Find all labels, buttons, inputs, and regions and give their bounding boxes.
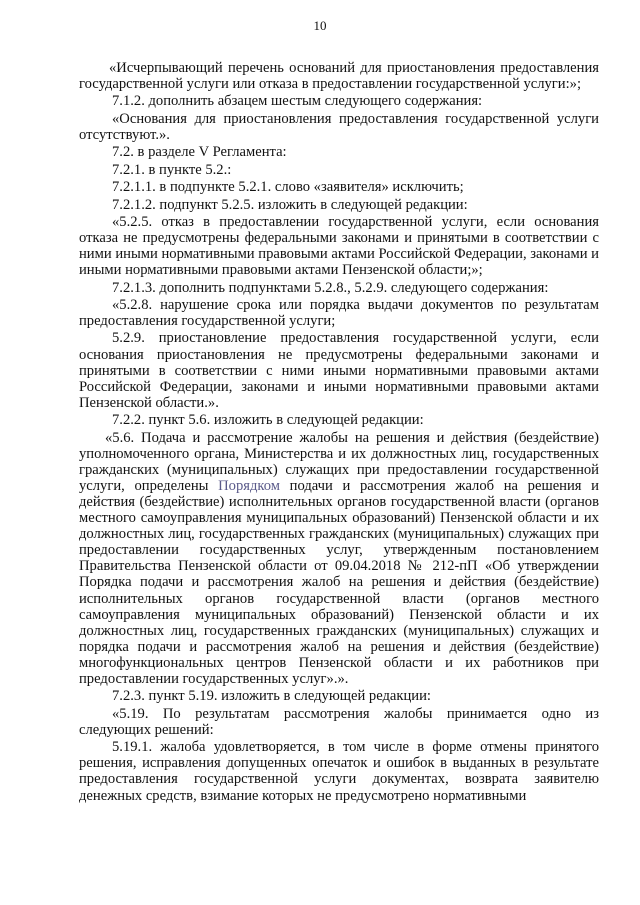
paragraph: 7.2. в разделе V Регламента:	[112, 144, 287, 161]
procedure-link[interactable]: Порядком	[218, 477, 280, 494]
paragraph: «Основания для приостановления предоставления государственной услуги отсутствуют.».	[79, 110, 599, 143]
paragraph-text: подачи и рассмотрения жалоб на решения и действия (бездействие) исполнительных органов государственной власти (органов местного самоуправления муниципальных образований) Пензенской области и их должностных лиц, государственных гражданских (муниципальных) служащих при предоставлении государственных услуг, утвержденным постановлением Правительства Пензенской области от 09.04.2018 № 212-пП «Об утверждении Порядка подачи и рассмотрения жалоб на решения и действия (бездействие) исполнительных органов государственной власти (органов местного самоуправления муниципальных образований) Пензенской области и их должностных лиц, государственных гражданских (муниципальных) служащих и порядка подачи и рассмотрения жалоб на решения и действия (бездействие) многофункциональных центров Пензенской области и их работников при предоставлении государственных услуг».».	[79, 477, 599, 688]
paragraph: 7.1.2. дополнить абзацем шестым следующего содержания:	[112, 93, 483, 110]
paragraph: 5.19.1. жалоба удовлетворяется, в том числе в форме отмены принятого решения, исправления допущенных опечаток и ошибок в выданных в результате предоставления государственной услуги документах, возврата заявителю денежных средств, взимание которых не предусмотрено нормативными	[79, 739, 599, 804]
page-number: 10	[313, 18, 327, 33]
paragraph: «5.19. По результатам рассмотрения жалобы принимается одно из следующих решений:	[79, 705, 599, 738]
paragraph: «Исчерпывающий перечень оснований для приостановления предоставления государственной услуги или отказа в предоставлении государственной услуги:»;	[79, 60, 599, 93]
paragraph: 7.2.1.1. в подпункте 5.2.1. слово «заявителя» исключить;	[112, 179, 464, 196]
paragraph: 7.2.2. пункт 5.6. изложить в следующей редакции:	[112, 412, 424, 429]
paragraph: 7.2.1.3. дополнить подпунктами 5.2.8., 5.2.9. следующего содержания:	[112, 279, 549, 296]
paragraph-5-6	[79, 430, 599, 688]
paragraph-text: «5.6. Подача и рассмотрение жалобы на решения и действия (бездействие) уполномоченного органа, Министерства и их должностных лиц, государственных гражданских (муниципальных) служащих при предоставлении государственной услуги, определены	[79, 429, 599, 494]
paragraph: 7.2.3. пункт 5.19. изложить в следующей редакции:	[112, 688, 431, 705]
paragraph: 7.2.1. в пункте 5.2.:	[112, 161, 232, 178]
paragraph: 7.2.1.2. подпункт 5.2.5. изложить в следующей редакции:	[112, 196, 468, 213]
paragraph: 5.2.9. приостановление предоставления государственной услуги, если основания приостановления не предусмотрены федеральными законами и принятыми в соответствии с ними иными нормативными правовыми актами Российской Федерации, законами и иными нормативными правовыми актами Пензенской области.».	[79, 330, 599, 411]
document-body	[79, 60, 599, 805]
paragraph: «5.2.8. нарушение срока или порядка выдачи документов по результатам предоставления государственной услуги;	[79, 296, 599, 330]
paragraph: «5.2.5. отказ в предоставлении государственной услуги, если основания отказа не предусмотрены федеральными законами и принятыми в соответствии с ними иными нормативными правовыми актами Российской Федерации, законами и иными нормативными правовыми актами Пензенской области;»;	[79, 213, 599, 279]
